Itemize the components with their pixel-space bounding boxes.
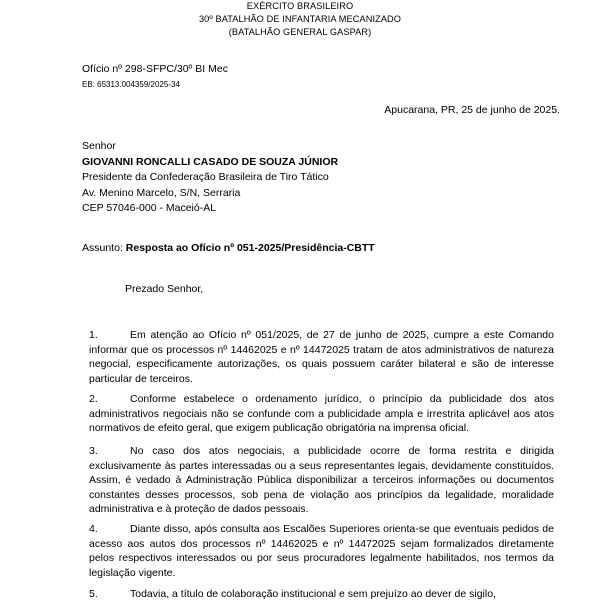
paragraph-text: Conforme estabelece o ordenamento jurídico, o princípio da publicidade dos atos administrativos negociais não se confunde com a publicidade ampla e irrestrita aplicável aos atos normativos de efeito geral, que exigem publicação obrigatória na imprensa oficial. bbox=[89, 393, 554, 434]
recipient-block bbox=[82, 139, 338, 217]
paragraph-number: 4. bbox=[89, 523, 98, 535]
recipient-cep-city: CEP 57046-000 - Maceió-AL bbox=[82, 202, 217, 214]
paragraph-number: 1. bbox=[89, 329, 98, 341]
subject-text: Resposta ao Ofício nº 051-2025/Presidência-CBTT bbox=[125, 242, 375, 254]
oficio-number: Ofício nº 298-SFPC/30º BI Mec bbox=[82, 63, 228, 75]
header-battalion-name: (BATALHÃO GENERAL GASPAR) bbox=[228, 27, 372, 37]
date-line: Apucarana, PR, 25 de junho de 2025. bbox=[384, 104, 560, 116]
recipient-name: GIOVANNI RONCALLI CASADO DE SOUZA JÚNIOR bbox=[82, 155, 339, 168]
paragraph-text: Todavia, a título de colaboração institucional e sem prejuízo ao dever de sigilo, bbox=[130, 588, 496, 600]
document-header bbox=[0, 0, 600, 39]
paragraph-text: No caso dos atos negociais, a publicidade ocorre de forma restrita e dirigida exclusivamente às partes interessadas ou a seus representantes legais, devidamente constituídos. Assim, é vedado à Administração Pública disponibilizar a terceiros informações ou documentos constantes desses processos, sob pena de violação aos princípios da legalidade, moralidade administrativa e à proteção de dados pessoais. bbox=[89, 445, 554, 515]
header-battalion: 30º BATALHÃO DE INFANTARIA MECANIZADO bbox=[198, 14, 402, 24]
paragraph-number: 5. bbox=[89, 588, 98, 600]
recipient-role: Presidente da Confederação Brasileira de Tiro Tático bbox=[82, 171, 329, 183]
paragraph-5 bbox=[89, 587, 554, 602]
paragraph-4 bbox=[89, 522, 554, 580]
paragraph-text: Em atenção ao Ofício nº 051/2025, de 27 de junho de 2025, cumpre a este Comando informar que os processos nº 14462025 e nº 14472025 tratam de atos administrativos de natureza negocial, especificamente autorizações, os quais possuem caráter bilateral e são de interesse particular de terceiros. bbox=[89, 329, 554, 385]
greeting: Prezado Senhor, bbox=[125, 283, 204, 295]
paragraph-2 bbox=[89, 392, 554, 436]
recipient-salutation-title: Senhor bbox=[82, 140, 116, 152]
eb-protocol-number: EB: 65313.004359/2025-34 bbox=[82, 80, 180, 89]
paragraph-1 bbox=[89, 328, 554, 386]
recipient-address: Av. Menino Marcelo, S/N, Serraria bbox=[82, 186, 241, 199]
subject-label: Assunto: bbox=[82, 242, 123, 254]
header-army: EXÉRCITO BRASILEIRO bbox=[246, 1, 354, 11]
paragraph-3 bbox=[89, 444, 554, 517]
paragraph-number: 2. bbox=[89, 393, 98, 405]
subject-line bbox=[82, 242, 375, 254]
paragraph-number: 3. bbox=[89, 445, 98, 457]
paragraph-text: Diante disso, após consulta aos Escalões Superiores orienta-se que eventuais pedidos de acesso aos autos dos processos nº 14462025 e nº 14472025 sejam formalizados diretamente pelos respectivos interessados ou por seus procuradores legalmente habilitados, nos termos da legislação vigente. bbox=[89, 523, 554, 579]
